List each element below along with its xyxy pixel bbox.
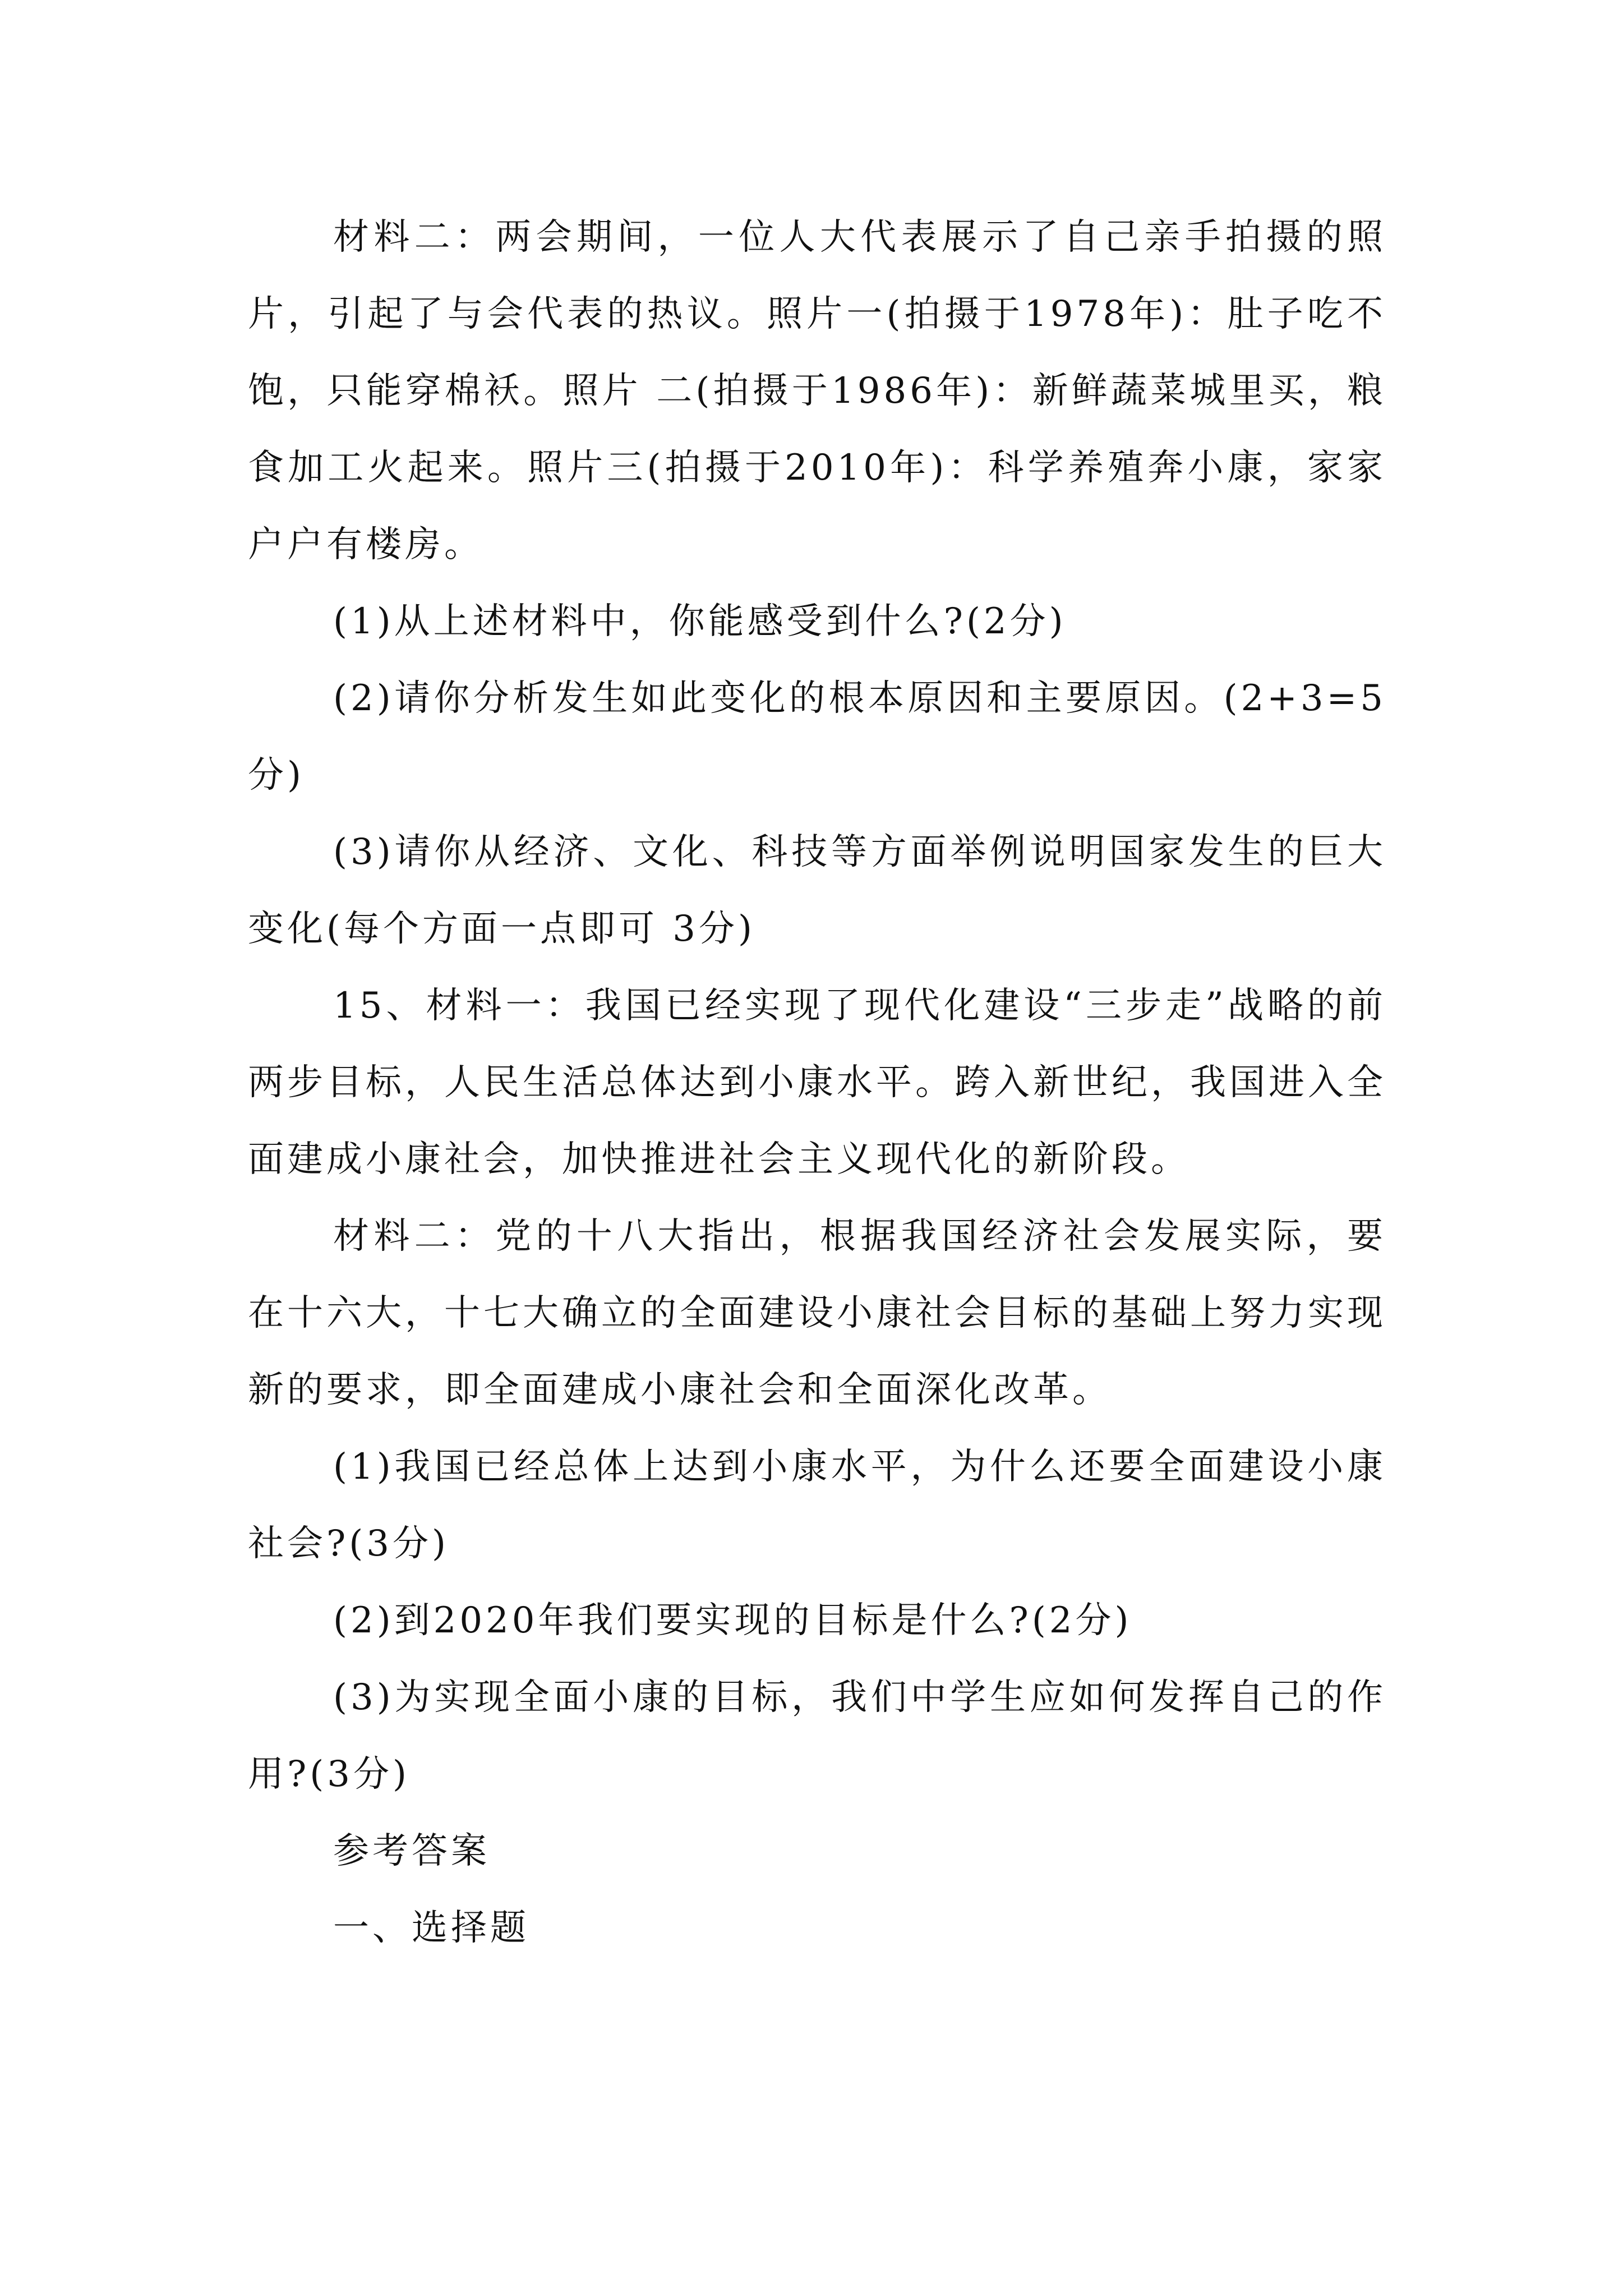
material-two-paragraph: 材料二：两会期间，一位人大代表展示了自己亲手拍摄的照片，引起了与会代表的热议。照片一(拍摄于1978年)：肚子吃不饱，只能穿棉袄。照片 二(拍摄于1986年)：新鲜蔬菜城里买，粮食加工火起来。照片三(拍摄于2010年)：科学养殖奔小康，家家户户有楼房。 xyxy=(248,217,1386,565)
question-15-sub-1: (1)我国已经总体上达到小康水平，为什么还要全面建设小康社会?(3分) xyxy=(248,1446,1386,1565)
question-1: (1)从上述材料中，你能感受到什么?(2分) xyxy=(333,601,1067,642)
question-15-material-one: 15、材料一：我国已经实现了现代化建设“三步走”战略的前两步目标，人民生活总体达到小康水平。跨入新世纪，我国进入全面建成小康社会，加快推进社会主义现代化的新阶段。 xyxy=(248,985,1386,1180)
document-body xyxy=(248,199,1386,1967)
question-3: (3)请你从经济、文化、科技等方面举例说明国家发生的巨大变化(每个方面一点即可 3分) xyxy=(248,831,1386,950)
question-15-sub-3: (3)为实现全面小康的目标，我们中学生应如何发挥自己的作用?(3分) xyxy=(248,1677,1386,1795)
question-15-sub-2: (2)到2020年我们要实现的目标是什么?(2分) xyxy=(333,1600,1132,1641)
question-15-material-two: 材料二：党的十八大指出，根据我国经济社会发展实际，要在十六大，十七大确立的全面建设小康社会目标的基础上努力实现新的要求，即全面建成小康社会和全面深化改革。 xyxy=(248,1216,1386,1411)
multiple-choice-heading: 一、选择题 xyxy=(333,1907,529,1949)
question-2: (2)请你分析发生如此变化的根本原因和主要原因。(2+3=5分) xyxy=(248,678,1386,796)
reference-answers-heading: 参考答案 xyxy=(333,1830,490,1872)
